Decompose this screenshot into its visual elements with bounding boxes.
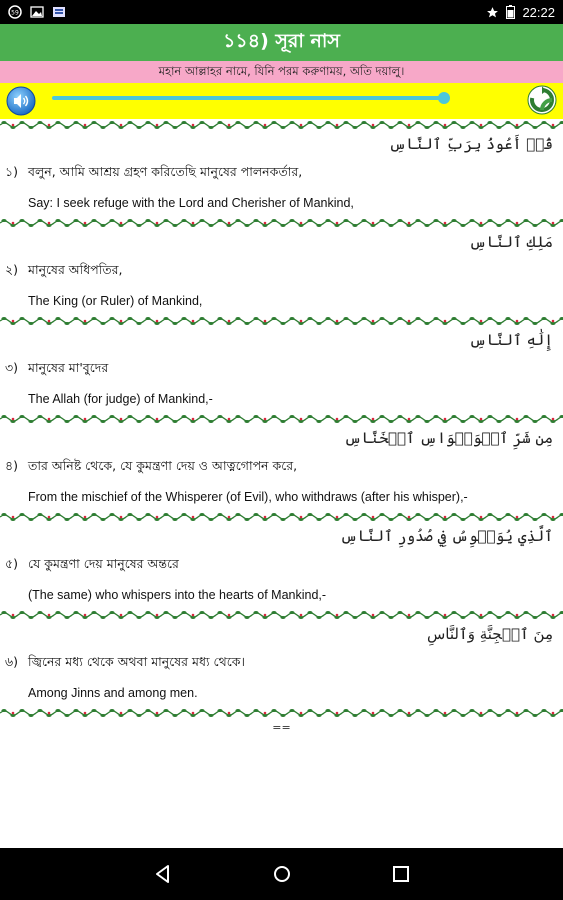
verse-number: ৪) (5, 458, 18, 473)
arabic-text: إِلَٰهِ ٱلنَّاسِ (469, 331, 553, 349)
verse-item[interactable] (0, 131, 563, 217)
verse-number: ৩) (5, 360, 19, 375)
english-translation: From the mischief of the Whisperer (of Evil), who withdraws (after his whisper),- (28, 490, 468, 504)
recents-icon[interactable] (389, 862, 413, 886)
status-time: 22:22 (522, 4, 555, 20)
verse-number: ৬) (5, 654, 19, 669)
vine-divider (0, 315, 563, 327)
page-title-bar (0, 24, 563, 61)
bengali-translation: মানুষের অধিপতির, (28, 262, 123, 277)
verse-item[interactable] (0, 229, 563, 315)
vine-divider (0, 707, 563, 719)
bengali-translation: তার অনিষ্ট থেকে, যে কুমন্ত্রণা দেয় ও আত্নগোপন করে, (28, 458, 298, 473)
bengali-translation-row (0, 551, 563, 581)
bengali-translation: জ্বিনের মধ্য থেকে অথবা মানুষের মধ্য থেকে। (28, 654, 245, 669)
arabic-text: مِنَ ٱلۡجِنَّةِ وَٱلنَّاسِ (426, 625, 553, 643)
arabic-text: مِن شَرِّ ٱلۡوَسۡوَاسِ ٱلۡخَنَّاسِ (344, 429, 553, 447)
page-title: ১১৪) সূরা নাস (223, 29, 340, 52)
bengali-translation: মানুষের মা'বুদের (28, 360, 109, 375)
bengali-translation-row (0, 355, 563, 385)
verse-item[interactable] (0, 327, 563, 413)
bismillah-banner (0, 61, 563, 83)
vine-divider (0, 119, 563, 131)
star-icon (486, 6, 499, 19)
speaker-icon[interactable] (6, 86, 36, 116)
english-translation: (The same) who whispers into the hearts of Mankind,- (28, 588, 327, 602)
vine-divider (0, 413, 563, 425)
bengali-translation-row (0, 159, 563, 189)
audio-player-bar (0, 83, 563, 119)
verse-list (0, 119, 563, 734)
english-translation: The Allah (for judge) of Mankind,- (28, 392, 213, 406)
english-translation: The King (or Ruler) of Mankind, (28, 294, 203, 308)
verse-item[interactable] (0, 523, 563, 609)
bengali-translation: বলুন, আমি আশ্রয় গ্রহণ করিতেছি মানুষের পালনকর্তার, (28, 164, 303, 179)
home-icon[interactable] (270, 862, 294, 886)
english-translation: Among Jinns and among men. (28, 686, 198, 700)
seek-bar[interactable] (52, 96, 444, 100)
bengali-translation: যে কুমন্ত্রণা দেয় মানুষের অন্তরে (28, 556, 179, 571)
app-notification-icon (8, 5, 22, 19)
bengali-translation-row (0, 453, 563, 483)
image-notification-icon (30, 6, 44, 18)
verse-number: ৫) (5, 556, 18, 571)
bengali-translation-row (0, 649, 563, 679)
refresh-icon[interactable] (527, 85, 557, 115)
vine-divider (0, 217, 563, 229)
back-icon[interactable] (151, 862, 175, 886)
verse-number: ২) (5, 262, 19, 277)
verse-item[interactable] (0, 621, 563, 707)
book-notification-icon (52, 6, 66, 18)
bengali-translation-row (0, 257, 563, 287)
navigation-bar (0, 848, 563, 900)
vine-divider (0, 609, 563, 621)
arabic-text: قُلۡ أَعُوذُ بِرَبِّ ٱلنَّاسِ (388, 135, 553, 153)
verse-item[interactable] (0, 425, 563, 511)
bismillah-text: মহান আল্লাহর নামে, যিনি পরম করুণাময়, অতি দয়ালু। (158, 63, 405, 78)
seek-thumb[interactable] (438, 92, 450, 104)
arabic-text: مَلِكِ ٱلنَّاسِ (469, 233, 553, 251)
status-bar (0, 0, 563, 24)
battery-icon (506, 5, 515, 19)
arabic-text: ٱلَّذِي يُوَسۡوِسُ فِي صُدُورِ ٱلنَّاسِ (340, 527, 553, 545)
vine-divider (0, 511, 563, 523)
verse-number: ১) (5, 164, 18, 179)
svg-text:59: 59 (11, 9, 19, 17)
english-translation: Say: I seek refuge with the Lord and Cherisher of Mankind, (28, 196, 354, 210)
end-mark: == (272, 721, 291, 734)
